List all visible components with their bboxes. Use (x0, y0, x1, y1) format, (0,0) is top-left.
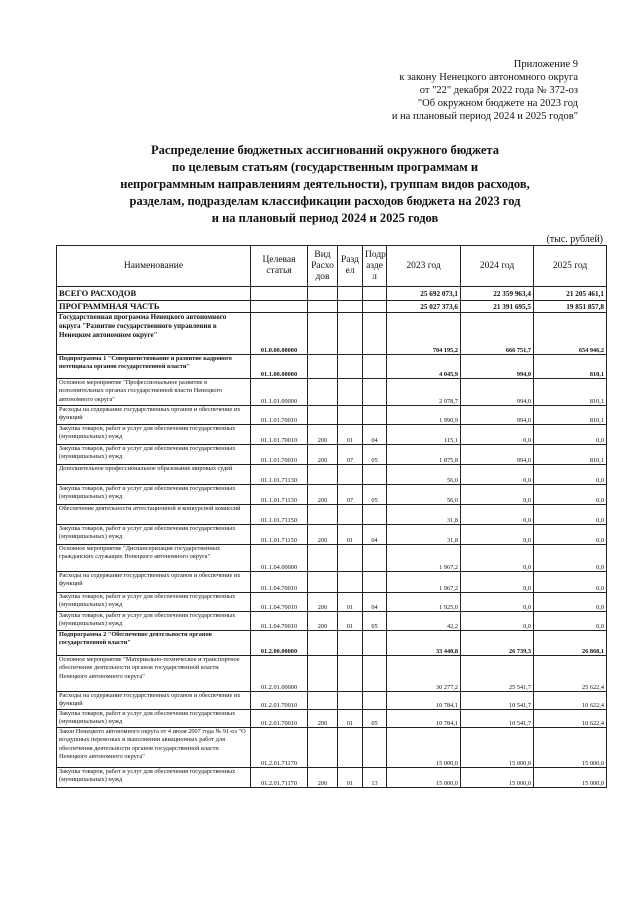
cell-target-article: 01.2.01.71170 (251, 768, 308, 788)
cell-section (338, 692, 363, 710)
title-line: непрограммным направлениям деятельности), группам видов расходов, (120, 177, 530, 191)
cell-2023: 704 195,2 (387, 313, 461, 355)
cell-name: Расходы на содержание государственных органов и обеспечение их функций (57, 406, 251, 425)
cell-2024: 15 000,0 (461, 768, 534, 788)
cell-2023: 1 990,9 (387, 406, 461, 425)
cell-expense-type (308, 301, 338, 313)
cell-expense-type: 200 (308, 525, 338, 545)
cell-expense-type: 200 (308, 593, 338, 612)
cell-2023: 33 440,8 (387, 631, 461, 656)
cell-name: Закупка товаров, работ и услуг для обеспечения государственных (муниципальных) нужд (57, 425, 251, 445)
cell-section (338, 728, 363, 768)
table-row (57, 612, 607, 631)
cell-2025: 0,0 (534, 572, 607, 593)
cell-subsection (363, 355, 387, 379)
cell-2025: 810,1 (534, 355, 607, 379)
cell-2023: 42,2 (387, 612, 461, 631)
cell-section (338, 379, 363, 406)
cell-2024: 0,0 (461, 465, 534, 485)
cell-subsection (363, 379, 387, 406)
cell-subsection (363, 301, 387, 313)
cell-subsection (363, 545, 387, 572)
cell-name: Закупка товаров, работ и услуг для обеспечения государственных (муниципальных) нужд (57, 768, 251, 788)
cell-name: Расходы на содержание государственных органов и обеспечение их функций (57, 572, 251, 593)
cell-name: Обеспечение деятельности аттестационной и конкурсной комиссий (57, 505, 251, 525)
cell-name: Основное мероприятие "Профессиональное развитие в исполнительных органах государственной власти Ненецкого автономного округа" (57, 379, 251, 406)
cell-2023: 25 027 373,6 (387, 301, 461, 313)
cell-section (338, 572, 363, 593)
cell-2024: 994,0 (461, 355, 534, 379)
title-line: Распределение бюджетных ассигнований окружного бюджета (151, 143, 499, 157)
cell-expense-type (308, 355, 338, 379)
cell-2025: 19 851 857,8 (534, 301, 607, 313)
cell-name: Дополнительное профессиональное образование мировых судей (57, 465, 251, 485)
table-row (57, 355, 607, 379)
table-row (57, 710, 607, 728)
header-row (57, 246, 607, 287)
cell-target-article (251, 301, 308, 313)
cell-2024: 666 751,7 (461, 313, 534, 355)
cell-expense-type (308, 287, 338, 301)
cell-subsection (363, 505, 387, 525)
cell-target-article: 01.1.01.70010 (251, 425, 308, 445)
cell-target-article: 01.2.01.71170 (251, 728, 308, 768)
cell-target-article: 01.1.04.70010 (251, 572, 308, 593)
cell-target-article: 01.2.01.70010 (251, 710, 308, 728)
cell-expense-type (308, 656, 338, 692)
table-row (57, 545, 607, 572)
cell-name: ПРОГРАММНАЯ ЧАСТЬ (57, 301, 251, 313)
cell-expense-type: 200 (308, 768, 338, 788)
cell-section (338, 313, 363, 355)
cell-target-article: 01.1.04.00000 (251, 545, 308, 572)
cell-name: Закупка товаров, работ и услуг для обеспечения государственных (муниципальных) нужд (57, 612, 251, 631)
cell-2025: 10 622,4 (534, 692, 607, 710)
cell-section: 07 (338, 485, 363, 505)
cell-subsection: 04 (363, 593, 387, 612)
table-row (57, 692, 607, 710)
cell-2025: 10 622,4 (534, 710, 607, 728)
cell-expense-type: 200 (308, 612, 338, 631)
cell-2025: 21 205 461,1 (534, 287, 607, 301)
cell-expense-type (308, 313, 338, 355)
cell-name: Закупка товаров, работ и услуг для обеспечения государственных (муниципальных) нужд (57, 593, 251, 612)
table-row (57, 406, 607, 425)
cell-expense-type (308, 572, 338, 593)
cell-2024: 21 391 695,5 (461, 301, 534, 313)
cell-expense-type (308, 728, 338, 768)
cell-expense-type: 200 (308, 485, 338, 505)
table-row (57, 593, 607, 612)
cell-name: Закупка товаров, работ и услуг для обеспечения государственных (муниципальных) нужд (57, 485, 251, 505)
appendix-line: "Об окружном бюджете на 2023 год (417, 98, 578, 109)
cell-2025: 810,1 (534, 406, 607, 425)
table-row (57, 656, 607, 692)
header-expense-type: Вид Расхо дов (308, 246, 338, 287)
cell-target-article: 01.1.01.00000 (251, 379, 308, 406)
cell-expense-type (308, 406, 338, 425)
cell-subsection (363, 465, 387, 485)
cell-expense-type (308, 631, 338, 656)
cell-2024: 0,0 (461, 593, 534, 612)
cell-2024: 0,0 (461, 545, 534, 572)
cell-2024: 994,0 (461, 379, 534, 406)
cell-2023: 15 000,0 (387, 768, 461, 788)
cell-section (338, 301, 363, 313)
cell-2024: 15 000,0 (461, 728, 534, 768)
header-target-article: Целевая статья (251, 246, 308, 287)
table-row (57, 425, 607, 445)
table-row (57, 525, 607, 545)
title-line: по целевым статьям (государственным программам и (171, 160, 479, 174)
cell-target-article: 01.0.00.00000 (251, 313, 308, 355)
cell-2024: 0,0 (461, 612, 534, 631)
cell-subsection: 13 (363, 768, 387, 788)
cell-section: 01 (338, 612, 363, 631)
cell-2024: 10 541,7 (461, 692, 534, 710)
cell-2025: 0,0 (534, 545, 607, 572)
cell-2025: 0,0 (534, 505, 607, 525)
header-name: Наименование (57, 246, 251, 287)
cell-2024: 994,0 (461, 406, 534, 425)
cell-2023: 10 784,1 (387, 692, 461, 710)
cell-2023: 1 875,8 (387, 445, 461, 465)
cell-2023: 10 784,1 (387, 710, 461, 728)
cell-section (338, 505, 363, 525)
cell-target-article: 01.1.01.70010 (251, 406, 308, 425)
cell-section: 01 (338, 593, 363, 612)
cell-name: Государственная программа Ненецкого автономного округа "Развитие государственного управления в Ненецком автономном округе" (57, 313, 251, 355)
cell-expense-type (308, 505, 338, 525)
cell-name: Основное мероприятие "Материально-техническое и транспортное обеспечение деятельности органов государственной власти Ненецкого автономного округа" (57, 656, 251, 692)
cell-2025: 0,0 (534, 465, 607, 485)
cell-target-article (251, 287, 308, 301)
cell-2024: 10 541,7 (461, 710, 534, 728)
cell-name: Закон Ненецкого автономного округа от 4 июля 2007 года № 91-оз "О воздушных перевозках и выполнении авиационных работ для обеспечения деятельности органов государственной власти Ненецкого автономного округа" (57, 728, 251, 768)
cell-2025: 0,0 (534, 485, 607, 505)
cell-target-article: 01.2.00.00000 (251, 631, 308, 656)
cell-subsection (363, 631, 387, 656)
cell-name: Подпрограмма 2 "Обеспечение деятельности органов государственной власти" (57, 631, 251, 656)
cell-2023: 31,8 (387, 505, 461, 525)
cell-name: Подпрограмма 1 "Совершенствование и развитие кадрового потенциала органов государственной власти" (57, 355, 251, 379)
appendix-line: от "22" декабря 2022 года № 372-оз (419, 85, 578, 96)
cell-target-article: 01.1.01.71130 (251, 465, 308, 485)
cell-target-article: 01.1.04.70010 (251, 612, 308, 631)
cell-target-article: 01.2.01.70010 (251, 692, 308, 710)
cell-2025: 0,0 (534, 525, 607, 545)
appendix-line: к закону Ненецкого автономного округа (399, 72, 578, 83)
cell-2025: 0,0 (534, 593, 607, 612)
cell-section (338, 287, 363, 301)
header-subsection: Подр азде л (363, 246, 387, 287)
cell-subsection (363, 313, 387, 355)
cell-target-article: 01.1.01.70010 (251, 445, 308, 465)
table-row (57, 301, 607, 313)
cell-name: Основное мероприятие "Диспансеризация государственных гражданских служащих Ненецкого автономного округа" (57, 545, 251, 572)
cell-section (338, 465, 363, 485)
cell-2025: 0,0 (534, 612, 607, 631)
cell-expense-type: 200 (308, 710, 338, 728)
cell-target-article: 01.1.01.71150 (251, 525, 308, 545)
cell-2023: 15 000,0 (387, 728, 461, 768)
cell-2024: 0,0 (461, 505, 534, 525)
cell-name: Закупка товаров, работ и услуг для обеспечения государственных (муниципальных) нужд (57, 710, 251, 728)
cell-2024: 994,0 (461, 445, 534, 465)
cell-subsection: 05 (363, 710, 387, 728)
header-2024: 2024 год (461, 246, 534, 287)
cell-2023: 25 692 073,1 (387, 287, 461, 301)
cell-2024: 0,0 (461, 485, 534, 505)
cell-subsection: 05 (363, 485, 387, 505)
cell-2025: 15 000,0 (534, 728, 607, 768)
cell-subsection: 05 (363, 612, 387, 631)
cell-2025: 810,1 (534, 379, 607, 406)
cell-name: Расходы на содержание государственных органов и обеспечение их функций (57, 692, 251, 710)
cell-section (338, 355, 363, 379)
cell-expense-type (308, 545, 338, 572)
cell-target-article: 01.1.00.00000 (251, 355, 308, 379)
cell-2023: 56,0 (387, 485, 461, 505)
units-label: (тыс. рублей) (546, 234, 603, 245)
header-2025: 2025 год (534, 246, 607, 287)
cell-2024: 0,0 (461, 572, 534, 593)
cell-name: Закупка товаров, работ и услуг для обеспечения государственных (муниципальных) нужд (57, 445, 251, 465)
cell-subsection (363, 572, 387, 593)
cell-expense-type (308, 692, 338, 710)
cell-expense-type: 200 (308, 425, 338, 445)
cell-expense-type: 200 (308, 445, 338, 465)
cell-target-article: 01.1.01.71150 (251, 505, 308, 525)
header-2023: 2023 год (387, 246, 461, 287)
cell-2025: 0,0 (534, 425, 607, 445)
cell-section (338, 545, 363, 572)
cell-2025: 15 000,0 (534, 768, 607, 788)
cell-2023: 56,0 (387, 465, 461, 485)
cell-2025: 26 868,1 (534, 631, 607, 656)
appendix-line: Приложение 9 (513, 59, 578, 70)
budget-table (56, 245, 607, 788)
cell-2023: 31,8 (387, 525, 461, 545)
table-row (57, 313, 607, 355)
cell-2023: 115,1 (387, 425, 461, 445)
appendix-line: и на плановый период 2024 и 2025 годов" (391, 111, 578, 122)
cell-2023: 1 967,2 (387, 572, 461, 593)
cell-subsection (363, 287, 387, 301)
table-row (57, 287, 607, 301)
cell-2023: 4 045,9 (387, 355, 461, 379)
cell-expense-type (308, 465, 338, 485)
table-row (57, 728, 607, 768)
cell-2023: 30 277,2 (387, 656, 461, 692)
cell-section: 01 (338, 710, 363, 728)
title-line: разделам, подразделам классификации расходов бюджета на 2023 год (129, 194, 521, 208)
cell-section (338, 631, 363, 656)
cell-2024: 25 541,7 (461, 656, 534, 692)
table-row (57, 465, 607, 485)
cell-2024: 26 739,3 (461, 631, 534, 656)
cell-section: 07 (338, 445, 363, 465)
cell-subsection (363, 406, 387, 425)
cell-target-article: 01.1.01.71130 (251, 485, 308, 505)
cell-section (338, 656, 363, 692)
cell-2023: 2 078,7 (387, 379, 461, 406)
header-section: Разд ел (338, 246, 363, 287)
cell-2024: 22 359 963,4 (461, 287, 534, 301)
cell-2024: 0,0 (461, 525, 534, 545)
title-line: и на плановый период 2024 и 2025 годов (211, 211, 439, 225)
cell-2025: 25 622,4 (534, 656, 607, 692)
document-title (90, 142, 560, 227)
cell-2023: 1 967,2 (387, 545, 461, 572)
cell-target-article: 01.1.04.70010 (251, 593, 308, 612)
cell-subsection: 04 (363, 525, 387, 545)
cell-2023: 1 925,0 (387, 593, 461, 612)
cell-subsection (363, 656, 387, 692)
cell-section: 01 (338, 425, 363, 445)
cell-section: 01 (338, 525, 363, 545)
table-row (57, 379, 607, 406)
cell-subsection (363, 728, 387, 768)
table-row (57, 445, 607, 465)
cell-subsection: 04 (363, 425, 387, 445)
cell-subsection (363, 692, 387, 710)
cell-2025: 654 946,2 (534, 313, 607, 355)
cell-section (338, 406, 363, 425)
cell-target-article: 01.2.01.00000 (251, 656, 308, 692)
appendix-note (392, 58, 578, 123)
cell-section: 01 (338, 768, 363, 788)
cell-name: Закупка товаров, работ и услуг для обеспечения государственных (муниципальных) нужд (57, 525, 251, 545)
table-row (57, 485, 607, 505)
table-row (57, 572, 607, 593)
cell-subsection: 05 (363, 445, 387, 465)
table-row (57, 631, 607, 656)
table-row (57, 505, 607, 525)
cell-2025: 810,1 (534, 445, 607, 465)
cell-2024: 0,0 (461, 425, 534, 445)
table-row (57, 768, 607, 788)
cell-expense-type (308, 379, 338, 406)
cell-name: ВСЕГО РАСХОДОВ (57, 287, 251, 301)
